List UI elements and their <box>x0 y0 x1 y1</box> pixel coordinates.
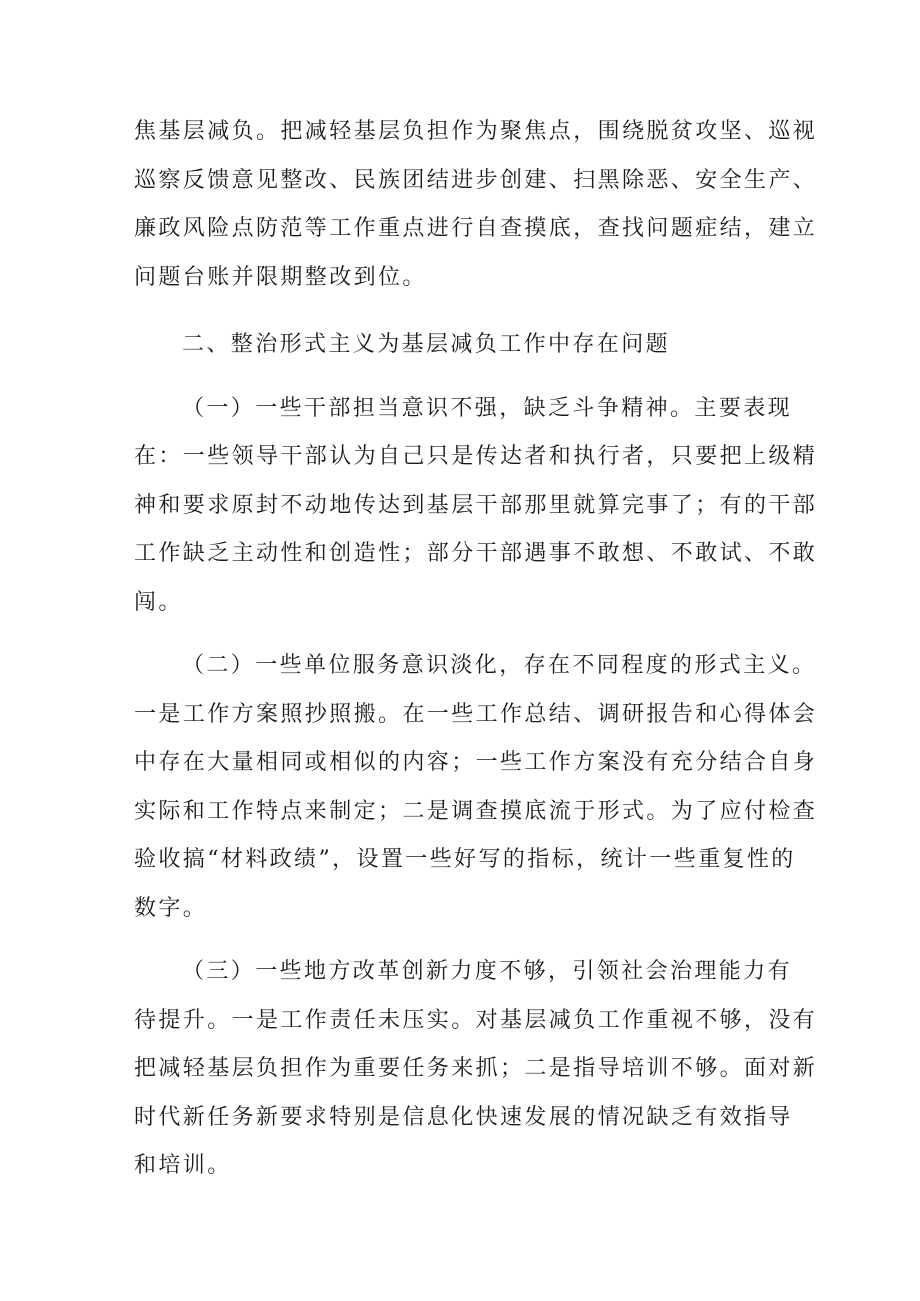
text-line: 时代新任务新要求特别是信息化快速发展的情况缺乏有效指导 <box>134 1104 793 1130</box>
text-line: 问题台账并限期整改到位。 <box>134 264 427 290</box>
text-line: 数字。 <box>134 895 208 921</box>
text-fragment: 和培训。 <box>134 1153 232 1178</box>
text-line: 把减轻基层负担作为重要任务来抓；二是指导培训不够。面对新 <box>134 1056 818 1081</box>
text-line: 中存在大量相同或相似的内容；一些工作方案没有充分结合自身 <box>134 750 818 775</box>
text-line: （一）一些干部担当意识不强，缺乏斗争精神。主要表现 <box>182 395 793 421</box>
text-line: 在：一些领导干部认为自己只是传达者和执行者，只要把上级精 <box>134 444 818 469</box>
text-line: 神和要求原封不动地传达到基层干部那里就算完事了；有的干部 <box>134 492 818 518</box>
text-line: 焦基层减负。把减轻基层负担作为聚焦点，围绕脱贫攻坚、巡视 <box>134 119 818 144</box>
section-heading <box>134 321 784 370</box>
text-line: 廉政风险点防范等工作重点进行自查摸底，查找问题症结，建立 <box>134 216 818 241</box>
document-body <box>134 108 818 1191</box>
text-line: （三）一些地方改革创新力度不够，引领社会治理能力有 <box>182 959 793 984</box>
paragraph-continuation <box>134 108 818 302</box>
heading-text: 二、整治形式主义为基层减负工作中存在问题 <box>182 332 671 357</box>
text-line: 待提升。一是工作责任未压实。对基层减负工作重视不够，没有 <box>134 1007 818 1033</box>
text-line: 巡察反馈意见整改、民族团结进步创建、扫黑除恶、安全生产、 <box>134 167 818 193</box>
text-line: 实际和工作特点来制定；二是调查摸底流于形式。为了应付检查 <box>134 798 818 824</box>
text-line: 闯。 <box>134 589 183 615</box>
text-line-last <box>134 1142 784 1191</box>
paragraph-item-3 <box>134 948 818 1191</box>
paragraph-item-1 <box>134 385 818 628</box>
text-line: 工作缺乏主动性和创造性；部分干部遇事不敢想、不敢试、不敢 <box>134 541 818 566</box>
text-line: 一是工作方案照抄照搬。在一些工作总结、调研报告和心得体会 <box>134 701 818 727</box>
text-line: 验收搞“材料政绩”，设置一些好写的指标，统计一些重复性的 <box>134 847 796 872</box>
text-line: （二）一些单位服务意识淡化，存在不同程度的形式主义。 <box>182 653 817 678</box>
paragraph-item-2 <box>134 642 818 933</box>
